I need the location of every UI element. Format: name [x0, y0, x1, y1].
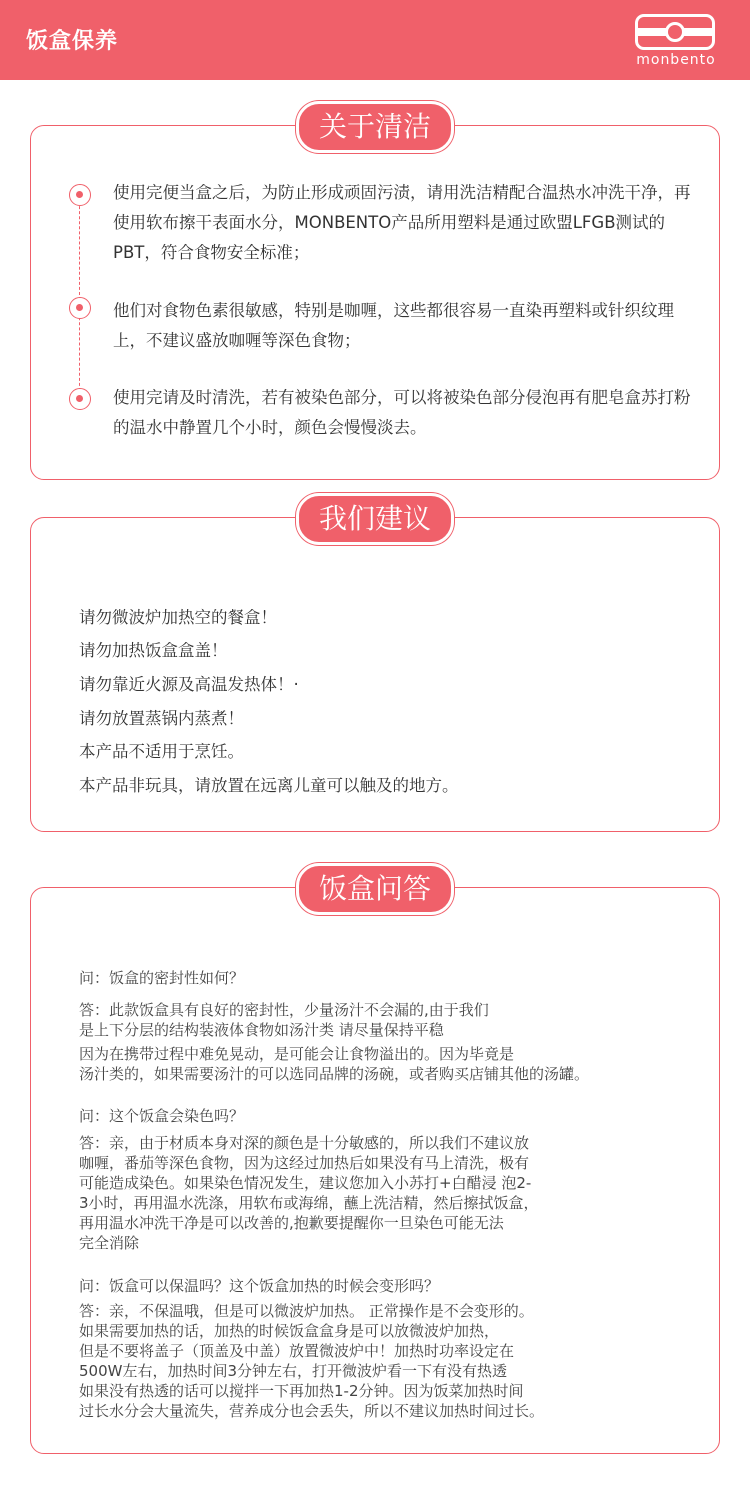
advice-item: 请勿放置蒸锅内蒸煮！ [79, 709, 244, 728]
logo-text: monbento [636, 52, 716, 68]
faq-answer-line: 500W左右，加热时间3分钟左右，打开微波炉看一下有没有热透 [79, 1362, 508, 1380]
advice-item: 本产品非玩具，请放置在远离儿童可以触及的地方。 [79, 776, 459, 795]
advice-item: 请勿加热饭盒盒盖！ [79, 641, 228, 660]
faq-answer-line: 可能造成染色。如果染色情况发生，建议您加入小苏打+白醋浸 泡2- [79, 1174, 532, 1192]
faq-answer-line: 如果没有热透的话可以搅拌一下再加热1-2分钟。因为饭菜加热时间 [79, 1382, 524, 1400]
cleaning-item: 使用完便当盒之后，为防止形成顽固污渍，请用洗洁精配合温热水冲洗干净，再使用软布擦干表面水分，MONBENTO产品所用塑料是通过欧盟LFGB测试的PBT，符合食物安全标准； [113, 183, 691, 262]
faq-block [79, 968, 639, 1084]
advice-item: 请勿靠近火源及高温发热体！· [79, 675, 299, 694]
advice-title: 我们建议 [296, 493, 454, 545]
advice-card [30, 502, 720, 832]
cleaning-card [30, 110, 720, 480]
page-header [0, 0, 750, 80]
cleaning-item: 他们对食物色素很敏感，特别是咖喱，这些都很容易一直染再塑料或针织纹理上，不建议盛放咖喱等深色食物； [113, 301, 674, 350]
faq-answer-line: 是上下分层的结构装液体食物如汤汁类 请尽量保持平稳 [79, 1021, 444, 1039]
faq-answer-line: 答：亲，不保温哦，但是可以微波炉加热。 正常操作是不会变形的。 [79, 1302, 534, 1320]
bento-box-icon [635, 14, 715, 50]
cleaning-title: 关于清洁 [296, 101, 454, 153]
faq-title: 饭盒问答 [296, 863, 454, 915]
faq-answer-line: 再用温水冲洗干净是可以改善的,抱歉要提醒你一旦染色可能无法 [79, 1214, 504, 1232]
faq-answer-line: 过长水分会大量流失，营养成分也会丢失，所以不建议加热时间过长。 [79, 1402, 545, 1420]
faq-answer-line: 因为在携带过程中难免晃动，是可能会让食物溢出的。因为毕竟是 [79, 1045, 515, 1063]
faq-question: 问：这个饭盒会染色吗？ [79, 1107, 245, 1125]
monbento-logo [630, 14, 722, 70]
faq-answer-line: 但是不要将盖子（顶盖及中盖）放置微波炉中！加热时功率设定在 [79, 1342, 515, 1360]
bullet-icon [69, 388, 91, 410]
faq-answer-line: 汤汁类的，如果需要汤汁的可以选同品牌的汤碗，或者购买店铺其他的汤罐。 [79, 1065, 590, 1083]
faq-block [79, 1276, 639, 1421]
faq-question: 问：饭盒的密封性如何？ [79, 969, 245, 987]
faq-answer-line: 如果需要加热的话，加热的时候饭盒盒身是可以放微波炉加热， [79, 1322, 500, 1340]
advice-item: 本产品不适用于烹饪。 [79, 742, 244, 761]
faq-block [79, 1106, 639, 1253]
faq-answer-line: 咖喱，番茄等深色食物，因为这经过加热后如果没有马上清洗，极有 [79, 1154, 530, 1172]
faq-card [30, 872, 720, 1454]
bullet-icon [69, 184, 91, 206]
page-title: 饭盒保养 [26, 29, 119, 54]
cleaning-item: 使用完请及时清洗，若有被染色部分，可以将被染色部分侵泡再有肥皂盒苏打粉的温水中静置几个小时，颜色会慢慢淡去。 [113, 388, 691, 437]
faq-answer-line: 答：亲，由于材质本身对深的颜色是十分敏感的，所以我们不建议放 [79, 1134, 530, 1152]
faq-answer-line: 答：此款饭盒具有良好的密封性，少量汤汁不会漏的,由于我们 [79, 1001, 489, 1019]
faq-answer-line: 完全消除 [79, 1234, 140, 1252]
timeline-line [79, 196, 80, 396]
faq-answer-line: 3小时，再用温水洗涤，用软布或海绵，蘸上洗洁精，然后擦拭饭盒， [79, 1194, 539, 1212]
advice-item: 请勿微波炉加热空的餐盒！ [79, 608, 277, 627]
bullet-icon [69, 297, 91, 319]
faq-question: 问：饭盒可以保温吗？这个饭盒加热的时候会变形吗？ [79, 1277, 440, 1295]
